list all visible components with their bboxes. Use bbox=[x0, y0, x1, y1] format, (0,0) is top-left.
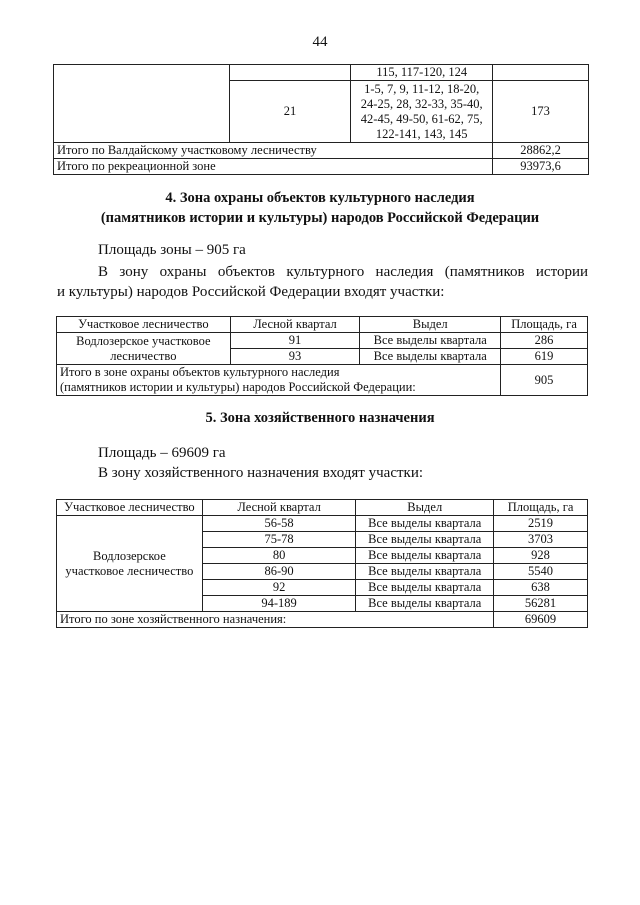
table-cell: Все выделы квартала bbox=[356, 596, 494, 612]
table-cell: Все выделы квартала bbox=[356, 516, 494, 532]
table-cell: 91 bbox=[230, 333, 360, 349]
column-header: Выдел bbox=[360, 317, 501, 333]
vydel-line: 24-25, 28, 32-33, 35-40, bbox=[360, 96, 483, 111]
page-number: 44 bbox=[312, 34, 328, 50]
table-cell: 80 bbox=[202, 548, 356, 564]
table-cell: 92 bbox=[202, 580, 356, 596]
table-cell bbox=[493, 65, 589, 81]
table-cell: Все выделы квартала bbox=[356, 580, 494, 596]
vydel-line: 1-5, 7, 9, 11-12, 18-20, bbox=[364, 81, 480, 96]
total-label: Итого по рекреационной зоне bbox=[54, 159, 493, 175]
table-cell: 56281 bbox=[494, 596, 588, 612]
section-4-intro-line1: В зону охраны объектов культурного наследия (памятников истории bbox=[98, 264, 588, 280]
column-header: Участковое лесничество bbox=[57, 500, 203, 516]
column-header: Лесной квартал bbox=[202, 500, 356, 516]
continuation-table bbox=[53, 64, 589, 175]
table-cell: 56-58 bbox=[202, 516, 356, 532]
forestry-cell bbox=[54, 65, 230, 143]
section-4-title-line1: 4. Зона охраны объектов культурного наследия bbox=[165, 190, 475, 206]
section-4-intro-line2: и культуры) народов Российской Федерации входят участки: bbox=[57, 284, 445, 300]
table-cell: 75-78 bbox=[202, 532, 356, 548]
column-header: Выдел bbox=[356, 500, 494, 516]
total-value: 905 bbox=[501, 365, 588, 396]
section-5-title: 5. Зона хозяйственного назначения bbox=[205, 410, 435, 426]
table-cell: 21 bbox=[229, 81, 351, 143]
table-cell: 86-90 bbox=[202, 564, 356, 580]
table-cell bbox=[229, 65, 351, 81]
economic-zone-table bbox=[56, 499, 588, 628]
table-cell: Все выделы квартала bbox=[356, 564, 494, 580]
table-cell bbox=[351, 81, 493, 143]
table-cell: 928 bbox=[494, 548, 588, 564]
column-header: Участковое лесничество bbox=[57, 317, 231, 333]
table-cell: 5540 bbox=[494, 564, 588, 580]
table-cell: 638 bbox=[494, 580, 588, 596]
total-label: Итого по зоне хозяйственного назначения: bbox=[57, 612, 494, 628]
column-header: Площадь, га bbox=[501, 317, 588, 333]
vydel-line: 122-141, 143, 145 bbox=[375, 126, 468, 141]
heritage-zone-table bbox=[56, 316, 588, 396]
total-label-line: (памятников истории и культуры) народов Российской Федерации: bbox=[60, 380, 416, 394]
total-value: 69609 bbox=[494, 612, 588, 628]
section-5-intro: В зону хозяйственного назначения входят участки: bbox=[98, 465, 424, 481]
table-cell: 3703 bbox=[494, 532, 588, 548]
table-cell: Все выделы квартала bbox=[360, 349, 501, 365]
table-cell: Все выделы квартала bbox=[360, 333, 501, 349]
forestry-line: участковое лесничество bbox=[65, 563, 194, 578]
forestry-cell bbox=[57, 333, 231, 365]
forestry-line: лесничество bbox=[110, 348, 177, 363]
total-label-line: Итого в зоне охраны объектов культурного наследия bbox=[60, 365, 340, 379]
column-header: Площадь, га bbox=[494, 500, 588, 516]
table-cell: 94-189 bbox=[202, 596, 356, 612]
vydel-line: 42-45, 49-50, 61-62, 75, bbox=[360, 111, 483, 126]
table-cell: Все выделы квартала bbox=[356, 532, 494, 548]
section-5-area: Площадь – 69609 га bbox=[98, 445, 226, 461]
forestry-cell bbox=[57, 516, 203, 612]
table-cell: 115, 117-120, 124 bbox=[351, 65, 493, 81]
forestry-line: Водлозерское bbox=[93, 548, 166, 563]
total-value: 28862,2 bbox=[493, 143, 589, 159]
total-value: 93973,6 bbox=[493, 159, 589, 175]
column-header: Лесной квартал bbox=[230, 317, 360, 333]
total-label bbox=[57, 365, 501, 396]
total-label: Итого по Валдайскому участковому лесничеству bbox=[54, 143, 493, 159]
section-4-title-line2: (памятников истории и культуры) народов Российской Федерации bbox=[100, 210, 540, 226]
section-4-area: Площадь зоны – 905 га bbox=[98, 242, 246, 258]
table-cell: 619 bbox=[501, 349, 588, 365]
table-cell: Все выделы квартала bbox=[356, 548, 494, 564]
table-cell: 93 bbox=[230, 349, 360, 365]
forestry-line: Водлозерское участковое bbox=[76, 333, 211, 348]
table-cell: 173 bbox=[493, 81, 589, 143]
table-cell: 286 bbox=[501, 333, 588, 349]
table-cell: 2519 bbox=[494, 516, 588, 532]
